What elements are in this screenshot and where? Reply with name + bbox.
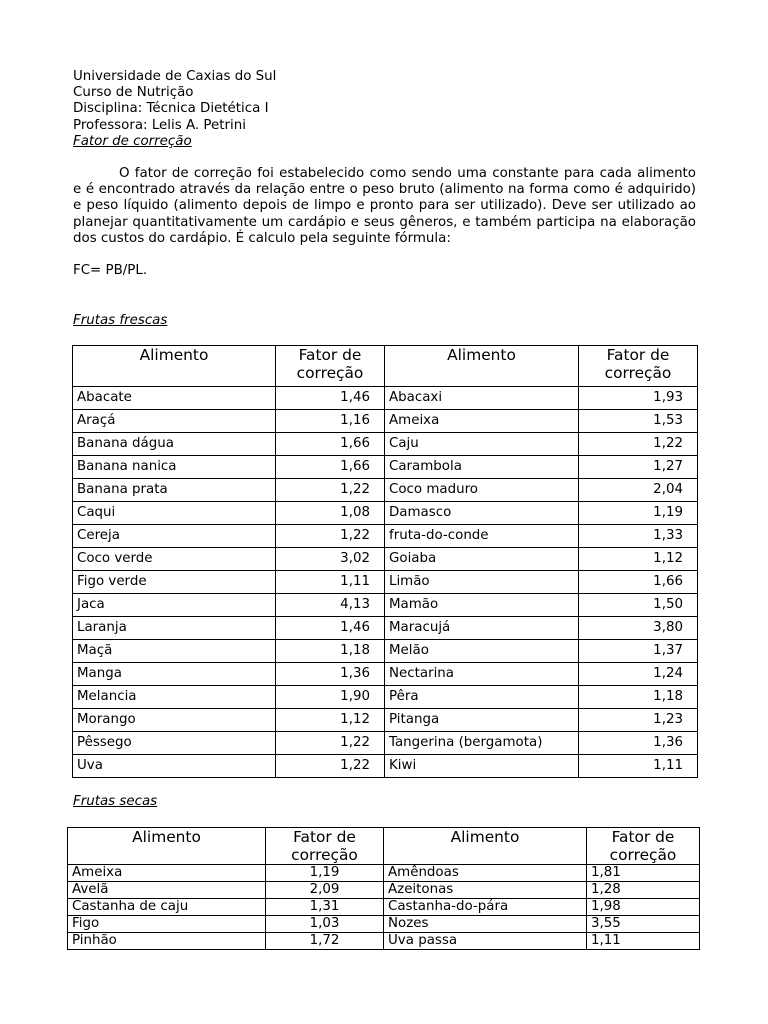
table-row bbox=[68, 899, 700, 916]
food-name-cell: Avelã bbox=[68, 882, 266, 899]
food-name-cell: Banana prata bbox=[73, 479, 276, 502]
food-name-cell: Ameixa bbox=[68, 865, 266, 882]
table-row bbox=[73, 387, 698, 410]
table-row bbox=[73, 686, 698, 709]
table-row bbox=[73, 755, 698, 778]
correction-factor-cell: 3,02 bbox=[276, 548, 385, 571]
correction-factor-cell: 1,27 bbox=[579, 456, 698, 479]
correction-factor-cell: 1,03 bbox=[266, 916, 384, 933]
fresh-fruits-table bbox=[72, 345, 698, 778]
food-name-cell: Uva passa bbox=[384, 933, 587, 950]
table-row bbox=[73, 594, 698, 617]
food-name-cell: Azeitonas bbox=[384, 882, 587, 899]
correction-factor-cell: 1,50 bbox=[579, 594, 698, 617]
food-name-cell: Castanha-do-pára bbox=[384, 899, 587, 916]
correction-factor-cell: 3,55 bbox=[587, 916, 700, 933]
correction-factor-cell: 1,72 bbox=[266, 933, 384, 950]
food-name-cell: Laranja bbox=[73, 617, 276, 640]
correction-factor-cell: 1,22 bbox=[579, 433, 698, 456]
correction-factor-cell: 1,36 bbox=[276, 663, 385, 686]
correction-factor-cell: 1,33 bbox=[579, 525, 698, 548]
correction-factor-cell: 1,19 bbox=[579, 502, 698, 525]
food-name-cell: Maracujá bbox=[385, 617, 579, 640]
food-name-cell: Coco verde bbox=[73, 548, 276, 571]
header-food: Alimento bbox=[385, 346, 579, 387]
food-name-cell: Caqui bbox=[73, 502, 276, 525]
table-row bbox=[73, 410, 698, 433]
correction-factor-cell: 1,66 bbox=[276, 433, 385, 456]
food-name-cell: Tangerina (bergamota) bbox=[385, 732, 579, 755]
correction-factor-cell: 1,36 bbox=[579, 732, 698, 755]
table-row bbox=[73, 433, 698, 456]
food-name-cell: Maçã bbox=[73, 640, 276, 663]
food-name-cell: Pêssego bbox=[73, 732, 276, 755]
food-name-cell: Jaca bbox=[73, 594, 276, 617]
correction-factor-cell: 4,13 bbox=[276, 594, 385, 617]
correction-factor-cell: 1,90 bbox=[276, 686, 385, 709]
table-row bbox=[73, 640, 698, 663]
fresh-fruits-title: Frutas frescas bbox=[73, 313, 168, 328]
correction-factor-cell: 1,23 bbox=[579, 709, 698, 732]
correction-factor-cell: 1,11 bbox=[579, 755, 698, 778]
correction-factor-cell: 1,66 bbox=[579, 571, 698, 594]
correction-factor-cell: 1,46 bbox=[276, 617, 385, 640]
correction-factor-cell: 1,16 bbox=[276, 410, 385, 433]
correction-factor-cell: 1,53 bbox=[579, 410, 698, 433]
table-row bbox=[68, 882, 700, 899]
food-name-cell: Cereja bbox=[73, 525, 276, 548]
correction-factor-cell: 1,08 bbox=[276, 502, 385, 525]
formula: FC= PB/PL. bbox=[73, 263, 148, 278]
correction-factor-cell: 1,11 bbox=[276, 571, 385, 594]
correction-factor-cell: 1,24 bbox=[579, 663, 698, 686]
food-name-cell: Mamão bbox=[385, 594, 579, 617]
food-name-cell: Melão bbox=[385, 640, 579, 663]
food-name-cell: Amêndoas bbox=[384, 865, 587, 882]
food-name-cell: fruta-do-conde bbox=[385, 525, 579, 548]
food-name-cell: Goiaba bbox=[385, 548, 579, 571]
food-name-cell: Ameixa bbox=[385, 410, 579, 433]
table-header-row bbox=[73, 346, 698, 387]
table-row bbox=[68, 933, 700, 950]
table-row bbox=[73, 479, 698, 502]
correction-factor-cell: 1,66 bbox=[276, 456, 385, 479]
correction-factor-cell: 1,11 bbox=[587, 933, 700, 950]
correction-factor-cell: 1,19 bbox=[266, 865, 384, 882]
table-row bbox=[68, 916, 700, 933]
food-name-cell: Morango bbox=[73, 709, 276, 732]
food-name-cell: Manga bbox=[73, 663, 276, 686]
food-name-cell: Nozes bbox=[384, 916, 587, 933]
correction-factor-cell: 1,31 bbox=[266, 899, 384, 916]
food-name-cell: Banana dágua bbox=[73, 433, 276, 456]
correction-factor-cell: 1,18 bbox=[276, 640, 385, 663]
header-factor: Fator de correção bbox=[579, 346, 698, 387]
table-row bbox=[73, 571, 698, 594]
food-name-cell: Castanha de caju bbox=[68, 899, 266, 916]
food-name-cell: Damasco bbox=[385, 502, 579, 525]
food-name-cell: Melancia bbox=[73, 686, 276, 709]
food-name-cell: Pitanga bbox=[385, 709, 579, 732]
correction-factor-cell: 1,22 bbox=[276, 755, 385, 778]
correction-factor-cell: 1,22 bbox=[276, 479, 385, 502]
correction-factor-cell: 1,22 bbox=[276, 525, 385, 548]
table-row bbox=[73, 548, 698, 571]
correction-factor-cell: 1,37 bbox=[579, 640, 698, 663]
correction-factor-cell: 1,22 bbox=[276, 732, 385, 755]
correction-factor-cell: 3,80 bbox=[579, 617, 698, 640]
header-factor: Fator de correção bbox=[276, 346, 385, 387]
correction-factor-cell: 1,93 bbox=[579, 387, 698, 410]
table-row bbox=[73, 502, 698, 525]
correction-factor-cell: 1,46 bbox=[276, 387, 385, 410]
table-row bbox=[73, 709, 698, 732]
dried-fruits-title: Frutas secas bbox=[73, 794, 158, 809]
table-row bbox=[73, 732, 698, 755]
header-food: Alimento bbox=[68, 828, 266, 865]
header-food: Alimento bbox=[73, 346, 276, 387]
dried-fruits-table bbox=[67, 827, 700, 950]
correction-factor-cell: 1,98 bbox=[587, 899, 700, 916]
food-name-cell: Pinhão bbox=[68, 933, 266, 950]
university-name: Universidade de Caxias do Sul bbox=[73, 69, 277, 84]
food-name-cell: Abacate bbox=[73, 387, 276, 410]
intro-paragraph: O fator de correção foi estabelecido como sendo uma constante para cada alimento e é encontrado através da relação entre o peso bruto (alimento na forma como é adquirido) e peso líquido (alimento depois de limpo e pronto para ser utilizado). Deve ser utilizado ao planejar quantitativamente um cardápio e seus gêneros, e também participa na elaboração dos custos do cardápio. É calculo pela seguinte fórmula: bbox=[73, 166, 696, 246]
header-factor: Fator de correção bbox=[587, 828, 700, 865]
professor-name: Professora: Lelis A. Petrini bbox=[73, 117, 246, 133]
correction-factor-cell: 1,12 bbox=[276, 709, 385, 732]
table-row bbox=[73, 456, 698, 479]
food-name-cell: Kiwi bbox=[385, 755, 579, 778]
correction-factor-cell: 1,28 bbox=[587, 882, 700, 899]
table-row bbox=[68, 865, 700, 882]
course-name: Curso de Nutrição bbox=[73, 85, 194, 101]
food-name-cell: Figo verde bbox=[73, 571, 276, 594]
food-name-cell: Coco maduro bbox=[385, 479, 579, 502]
document-header bbox=[73, 69, 703, 150]
table-row bbox=[73, 663, 698, 686]
header-factor: Fator de correção bbox=[266, 828, 384, 865]
food-name-cell: Carambola bbox=[385, 456, 579, 479]
food-name-cell: Uva bbox=[73, 755, 276, 778]
table-row bbox=[73, 525, 698, 548]
header-food: Alimento bbox=[384, 828, 587, 865]
topic-title: Fator de correção bbox=[73, 133, 192, 149]
food-name-cell: Pêra bbox=[385, 686, 579, 709]
correction-factor-cell: 1,12 bbox=[579, 548, 698, 571]
food-name-cell: Banana nanica bbox=[73, 456, 276, 479]
food-name-cell: Nectarina bbox=[385, 663, 579, 686]
correction-factor-cell: 2,04 bbox=[579, 479, 698, 502]
correction-factor-cell: 1,18 bbox=[579, 686, 698, 709]
food-name-cell: Abacaxi bbox=[385, 387, 579, 410]
food-name-cell: Caju bbox=[385, 433, 579, 456]
correction-factor-cell: 1,81 bbox=[587, 865, 700, 882]
food-name-cell: Araçá bbox=[73, 410, 276, 433]
food-name-cell: Limão bbox=[385, 571, 579, 594]
food-name-cell: Figo bbox=[68, 916, 266, 933]
discipline-name: Disciplina: Técnica Dietética I bbox=[73, 101, 269, 117]
correction-factor-cell: 2,09 bbox=[266, 882, 384, 899]
table-row bbox=[73, 617, 698, 640]
table-header-row bbox=[68, 828, 700, 865]
